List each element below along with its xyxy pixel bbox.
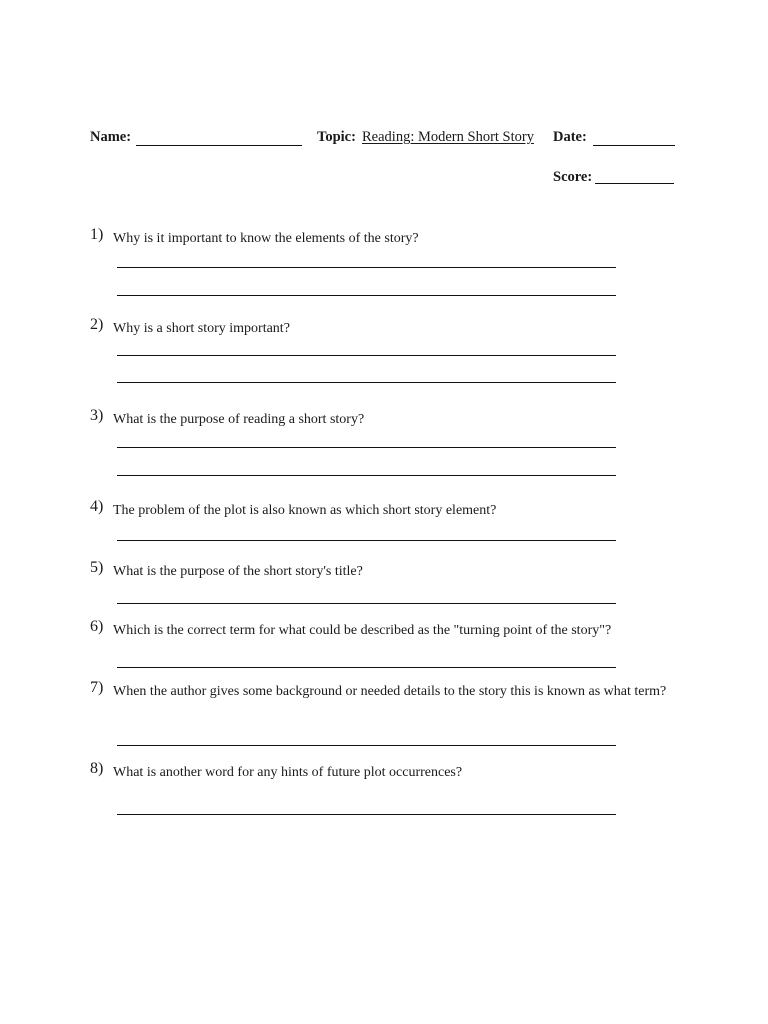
answer-line[interactable] bbox=[117, 814, 616, 815]
score-label: Score: bbox=[553, 169, 593, 185]
question-number: 5) bbox=[90, 559, 104, 576]
question-number: 4) bbox=[90, 498, 104, 515]
worksheet-header bbox=[90, 129, 680, 151]
question-number: 7) bbox=[90, 679, 104, 696]
topic-label: Topic: bbox=[317, 129, 356, 145]
name-label: Name: bbox=[90, 129, 132, 145]
date-field[interactable] bbox=[593, 131, 675, 146]
question-number: 3) bbox=[90, 407, 104, 424]
question-text: What is the purpose of reading a short story? bbox=[113, 412, 365, 427]
question-number: 8) bbox=[90, 760, 104, 777]
answer-line[interactable] bbox=[117, 295, 616, 296]
question-number: 2) bbox=[90, 316, 104, 333]
question-text: What is another word for any hints of future plot occurrences? bbox=[113, 765, 463, 780]
question-text: Which is the correct term for what could be described as the "turning point of the story"? bbox=[113, 623, 612, 638]
answer-line[interactable] bbox=[117, 267, 616, 268]
answer-line[interactable] bbox=[117, 355, 616, 356]
name-field[interactable] bbox=[136, 131, 302, 146]
answer-line[interactable] bbox=[117, 540, 616, 541]
answer-line[interactable] bbox=[117, 667, 616, 668]
topic-value: Reading: Modern Short Story bbox=[362, 129, 534, 145]
question-text: What is the purpose of the short story's title? bbox=[113, 564, 363, 579]
question-number: 6) bbox=[90, 618, 104, 635]
date-label: Date: bbox=[553, 129, 587, 145]
answer-line[interactable] bbox=[117, 745, 616, 746]
answer-line[interactable] bbox=[117, 475, 616, 476]
score-field[interactable] bbox=[595, 169, 674, 184]
score-row bbox=[553, 169, 683, 191]
question-text: When the author gives some background or needed details to the story this is known as what term? bbox=[113, 684, 667, 699]
answer-line[interactable] bbox=[117, 447, 616, 448]
question-text: Why is a short story important? bbox=[113, 321, 290, 336]
question-text: Why is it important to know the elements of the story? bbox=[113, 231, 419, 246]
question-number: 1) bbox=[90, 226, 104, 243]
answer-line[interactable] bbox=[117, 603, 616, 604]
question-text: The problem of the plot is also known as which short story element? bbox=[113, 503, 497, 518]
answer-line[interactable] bbox=[117, 382, 616, 383]
